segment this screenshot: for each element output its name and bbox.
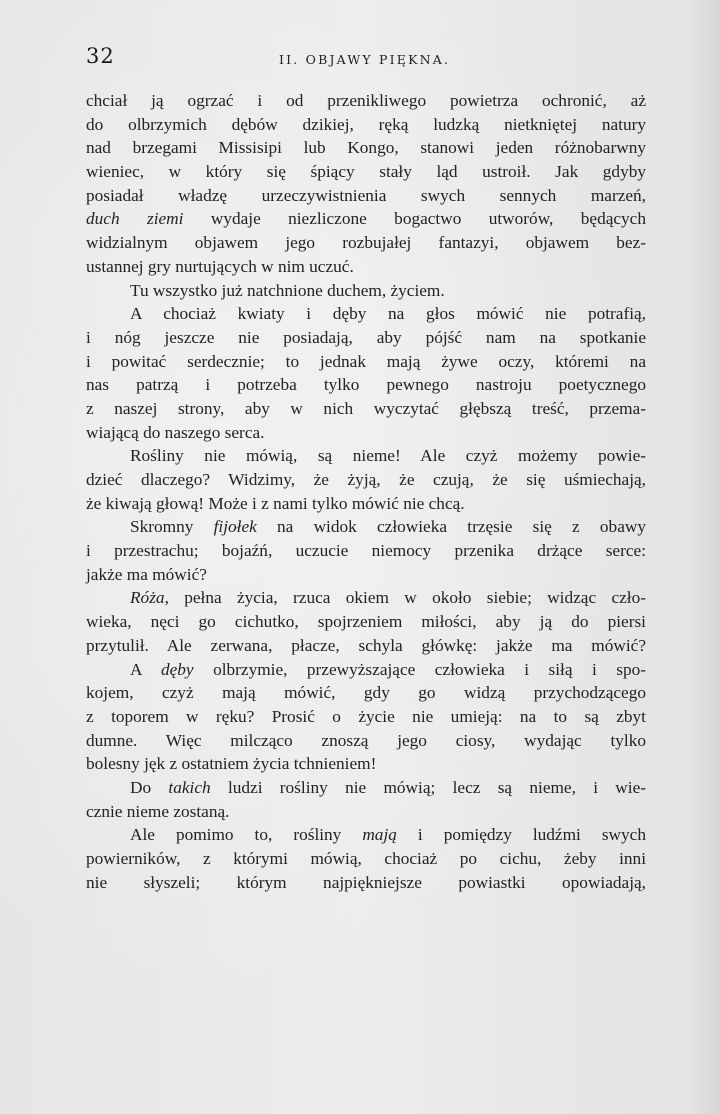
text-line: i przestrachu; bojaźń, uczucie niemocy przenika drżące serce: [86, 541, 646, 561]
page-number: 32 [86, 44, 115, 68]
text-line: wieka, nęci go cichutko, spojrzeniem miłości, aby ją do piersi [86, 612, 646, 632]
emphasized-word: takich [168, 777, 211, 797]
text-line: Róża, pełna życia, rzuca okiem w około siebie; widząc czło- [130, 588, 646, 608]
text-line: posiadał władzę urzeczywistnienia swych sennych marzeń, [86, 185, 646, 205]
text-line: Skromny fijołek na widok człowieka trzęsie się z obawy [130, 517, 646, 537]
text-line: Tu wszystko już natchnione duchem, życiem. [130, 280, 445, 300]
text-line: dumne. Więc milcząco znoszą jego ciosy, wydając tylko [86, 730, 646, 750]
emphasized-word: Róża [130, 588, 165, 608]
text-line: Rośliny nie mówią, są nieme! Ale czyż możemy powie- [130, 446, 646, 466]
text-line: A dęby olbrzymie, przewyższające człowieka i siłą i spo- [130, 659, 646, 679]
text-line: duch ziemi wydaje niezliczone bogactwo utworów, będących [86, 209, 646, 229]
text-line: Ale pomimo to, rośliny mają i pomiędzy ludźmi swych [130, 825, 646, 845]
text-line: powierników, z którymi mówią, chociaż po cichu, żeby inni [86, 849, 646, 868]
running-head: II. OBJAWY PIĘKNA. [279, 52, 451, 67]
text-line: że kiwają głową! Może i z nami tylko mówić nie chcą. [86, 493, 465, 513]
text-line: widzialnym objawem jego rozbujałej fantazyi, objawem bez- [86, 233, 646, 253]
text-line: nas patrzą i potrzeba tylko pewnego nastroju poetycznego [86, 375, 646, 395]
text-line: jakże ma mówić? [86, 564, 207, 584]
text-line: nie słyszeli; którym najpiękniejsze powiastki opowiadają, [86, 872, 646, 892]
text-line: cznie nieme zostaną. [86, 801, 230, 821]
text-line: przytulił. Ale zerwana, płacze, schyla główkę: jakże ma mówić? [86, 635, 646, 655]
page-edge-shadow [690, 0, 720, 1114]
emphasized-word: mają [362, 825, 397, 845]
text-line: wiającą do naszego serca. [86, 422, 265, 442]
text-line: dzieć dlaczego? Widzimy, że żyją, że czują, że się uśmiechają, [86, 470, 646, 489]
text-line: bolesny jęk z ostatniem życia tchnieniem! [86, 754, 377, 774]
text-line: chciał ją ogrzać i od przenikliwego powietrza ochronić, aż [86, 91, 646, 110]
text-line: i nóg jeszcze nie posiadają, aby pójść nam na spotkanie [86, 327, 646, 347]
emphasized-word: fijołek [213, 517, 257, 537]
text-line: nad brzegami Missisipi lub Kongo, stanowi jeden różnobarwny [86, 138, 646, 158]
emphasized-word: dęby [160, 659, 194, 679]
text-line: Do takich ludzi rośliny nie mówią; lecz są nieme, i wie- [130, 777, 646, 797]
body-text [86, 89, 646, 894]
text-line: do olbrzymich dębów dzikiej, ręką ludzką nietkniętej natury [86, 114, 646, 134]
text-line: A chociaż kwiaty i dęby na głos mówić nie potrafią, [130, 304, 646, 324]
page-header [86, 44, 646, 78]
text-line: wieniec, w który się śpiący stały ląd ustroił. Jak gdyby [86, 162, 646, 182]
text-line: i powitać serdecznie; to jednak mają żywe oczy, któremi na [86, 351, 646, 371]
text-line: kojem, czyż mają mówić, gdy go widzą przychodzącego [86, 683, 646, 703]
emphasized-word: duch ziemi [86, 209, 184, 229]
text-line: ustannej gry nurtujących w nim uczuć. [86, 256, 354, 276]
text-line: z toporem w ręku? Prosić o życie nie umieją: na to są zbyt [86, 706, 646, 726]
text-line: z naszej strony, aby w nich wyczytać głębszą treść, przema- [86, 398, 646, 418]
